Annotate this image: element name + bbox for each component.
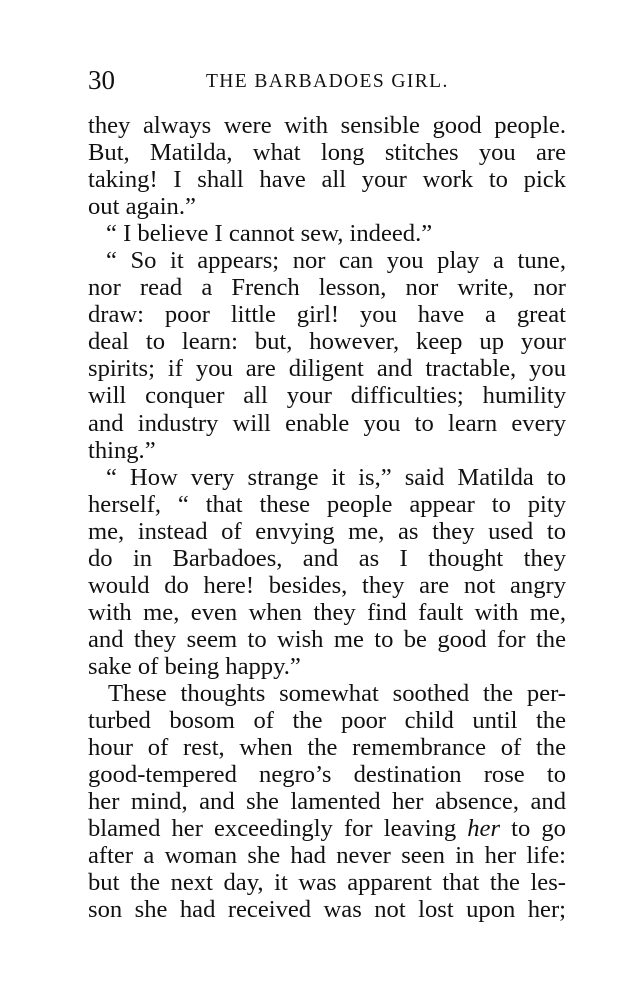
text-line: draw: poor little girl! you have a great bbox=[88, 301, 566, 329]
text-line: These thoughts somewhat soothed the per- bbox=[108, 679, 566, 707]
text-line: turbed bosom of the poor child until the bbox=[88, 707, 566, 735]
text-line: hour of rest, when the remembrance of the bbox=[88, 734, 566, 762]
text-line: her mind, and she lamented her absence, and bbox=[88, 788, 566, 816]
text-line: and industry will enable you to learn every bbox=[88, 409, 566, 437]
text-line: herself, “ that these people appear to pity bbox=[88, 490, 566, 518]
text-line: “ So it appears; nor can you play a tune, bbox=[106, 247, 566, 275]
book-title: THE BARBADOES GIRL. bbox=[206, 71, 449, 92]
text-line: will conquer all your difficulties; humility bbox=[88, 382, 566, 410]
text-line: out again.” bbox=[88, 193, 196, 221]
emphasized-word: her bbox=[467, 815, 501, 843]
text-line: with me, even when they find fault with me, bbox=[88, 598, 566, 626]
text-line: “ I believe I cannot sew, indeed.” bbox=[106, 220, 433, 248]
text-line: they always were with sensible good people. bbox=[88, 112, 566, 139]
text-line: “ How very strange it is,” said Matilda to bbox=[106, 463, 566, 491]
text-line: good-tempered negro’s destination rose to bbox=[88, 761, 566, 789]
body-text bbox=[88, 112, 566, 923]
text-line: do in Barbadoes, and as I thought they bbox=[88, 544, 566, 572]
text-line: and they seem to wish me to be good for the bbox=[88, 625, 566, 653]
text-segment: to go bbox=[500, 815, 566, 843]
running-head bbox=[88, 62, 568, 98]
text-line: son she had received was not lost upon her; bbox=[88, 896, 566, 924]
text-segment: blamed her exceedingly for leaving bbox=[88, 815, 468, 843]
text-line: sake of being happy.” bbox=[88, 652, 301, 680]
text-line: me, instead of envying me, as they used to bbox=[88, 517, 566, 545]
text-line: deal to learn: but, however, keep up your bbox=[88, 328, 566, 356]
text-line: would do here! besides, they are not angry bbox=[88, 571, 566, 599]
text-line: after a woman she had never seen in her life: bbox=[88, 842, 566, 870]
page-number: 30 bbox=[88, 65, 115, 95]
text-line-with-emphasis bbox=[88, 815, 566, 842]
text-line: spirits; if you are diligent and tractable, you bbox=[88, 355, 566, 383]
text-line: But, Matilda, what long stitches you are bbox=[88, 139, 566, 167]
text-line: nor read a French lesson, nor write, nor bbox=[88, 274, 566, 302]
text-line: thing.” bbox=[88, 436, 156, 464]
text-line: but the next day, it was apparent that the les- bbox=[88, 869, 566, 897]
text-line: taking! I shall have all your work to pick bbox=[88, 166, 566, 194]
